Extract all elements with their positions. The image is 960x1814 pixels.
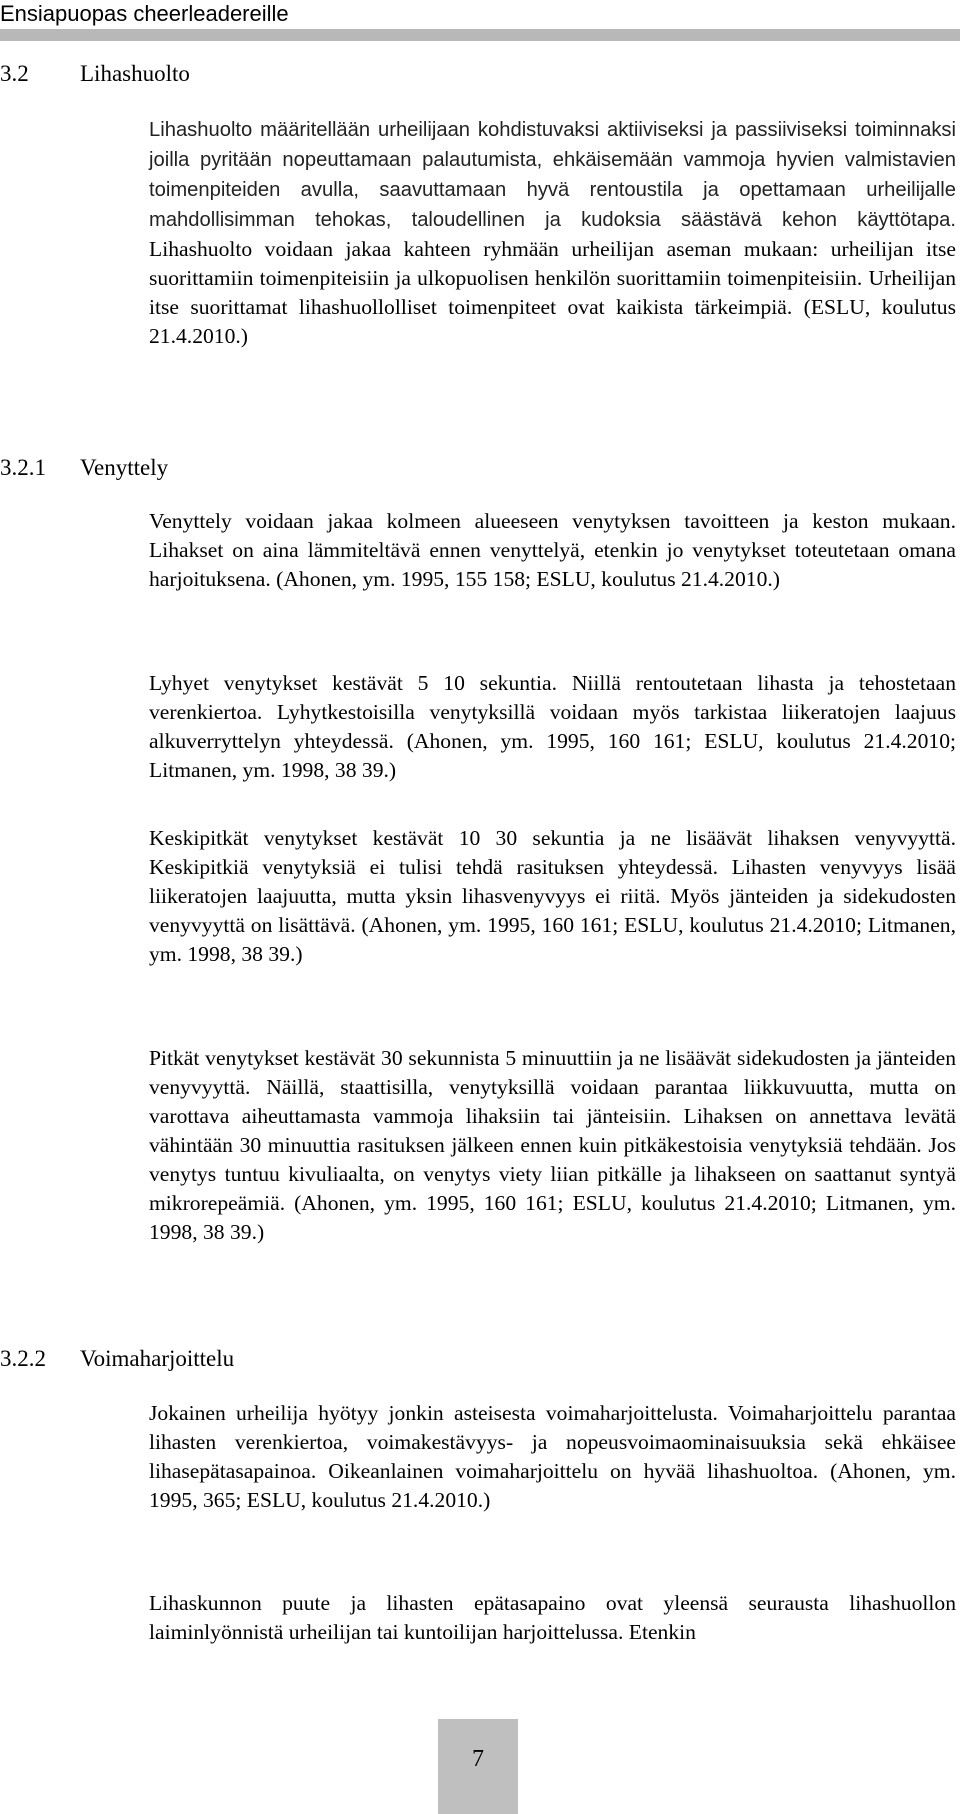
- paragraph-venyttely-2: Lyhyet venytykset kestävät 5 10 sekuntia. Niillä rentoutetaan lihasta ja tehostetaan verenkiertoa. Lyhytkestoisilla venytyksillä voidaan myös tarkistaa liikeratojen laajuus alkuverryttelyn yhteydessä. (Ahonen, ym. 1995, 160 161; ESLU, koulutus 21.4.2010; Litmanen, ym. 1998, 38 39.): [149, 671, 956, 782]
- section-title: Lihashuolto: [80, 61, 190, 86]
- section-title: Venyttely: [80, 455, 169, 480]
- paragraph-voima-2: Lihaskunnon puute ja lihasten epätasapaino ovat yleensä seurausta lihashuollon laiminlyönnistä urheilijan tai kuntoilijan harjoittelussa. Etenkin: [149, 1591, 956, 1644]
- page-number-box: [438, 1719, 518, 1814]
- section-heading-3-2-2: [0, 1345, 234, 1373]
- section-number: 3.2.2: [0, 1346, 46, 1371]
- paragraph-lihashuolto-part-2: Lihashuolto voidaan jakaa kahteen ryhmään urheilijan aseman mukaan: urheilijan itse suorittamiin toimenpiteisiin ja ulkopuolisen henkilön suorittamiin toimenpiteisiin. Urheilijan itse suorittamat lihashuollolliset toimenpiteet ovat kaikista tärkeimpiä. (ESLU, koulutus 21.4.2010.): [149, 237, 956, 348]
- section-title: Voimaharjoittelu: [80, 1346, 235, 1371]
- paragraph-voima-1: Jokainen urheilija hyötyy jonkin asteisesta voimaharjoittelusta. Voimaharjoittelu parantaa lihasten verenkiertoa, voimakestävyys- ja nopeusvoimaominaisuuksia sekä ehkäisee lihasepätasapainoa. Oikeanlainen voimaharjoittelu on hyvää lihashuoltoa. (Ahonen, ym. 1995, 365; ESLU, koulutus 21.4.2010.): [149, 1401, 956, 1512]
- paragraph-venyttely-1: Venyttely voidaan jakaa kolmeen alueeseen venytyksen tavoitteen ja keston mukaan. Lihakset on aina lämmiteltävä ennen venyttelyä, etenkin jo venytykset toteutetaan omana harjoituksena. (Ahonen, ym. 1995, 155 158; ESLU, koulutus 21.4.2010.): [149, 509, 956, 591]
- header-rule: [0, 29, 960, 41]
- paragraph-lihashuolto-part-1: Lihashuolto määritellään urheilijaan kohdistuvaksi aktiiviseksi ja passiiviseksi toiminnaksi joilla pyritään nopeuttamaan palautumista, ehkäisemään vammoja hyvien valmistavien toimenpiteiden avulla, saavuttamaan hyvä rentoustila ja opettamaan urheilijalle mahdollisimman tehokas, taloudellinen ja kudoksia säästävä kehon käyttötapa.: [149, 119, 956, 231]
- running-header: Ensiapuopas cheerleadereille: [0, 1, 289, 26]
- section-heading-3-2-1: [0, 454, 168, 482]
- paragraph-venyttely-3: Keskipitkät venytykset kestävät 10 30 sekuntia ja ne lisäävät lihaksen venyvyyttä. Keskipitkiä venytyksiä ei tulisi tehdä rasituksen yhteydessä. Lihasten venyvyys lisää liikeratojen laajuutta, mutta yksin lihasvenyvyys ei riitä. Myös jänteiden ja sidekudosten venyvyyttä on lisättävä. (Ahonen, ym. 1995, 160 161; ESLU, koulutus 21.4.2010; Litmanen, ym. 1998, 38 39.): [149, 826, 956, 966]
- section-number: 3.2.1: [0, 455, 46, 480]
- section-number: 3.2: [0, 61, 29, 86]
- paragraph-lihashuolto: [149, 115, 956, 351]
- paragraph-venyttely-4: Pitkät venytykset kestävät 30 sekunnista 5 minuuttiin ja ne lisäävät sidekudosten ja jänteiden venyvyyttä. Näillä, staattisilla, venytyksillä voidaan parantaa liikkuvuutta, mutta on varottava aiheuttamasta vammoja lihaksiin tai jänteisiin. Lihaksen on annettava levätä vähintään 30 minuuttia rasituksen jälkeen ennen kuin pitkäkestoisia venytyksiä tehdään. Jos venytys tuntuu kivuliaalta, on venytys viety liian pitkälle ja lihakseen on saattanut syntyä mikrorepeämiä. (Ahonen, ym. 1995, 160 161; ESLU, koulutus 21.4.2010; Litmanen, ym. 1998, 38 39.): [149, 1046, 956, 1244]
- section-heading-3-2: [0, 60, 190, 88]
- page-number: 7: [472, 1746, 484, 1772]
